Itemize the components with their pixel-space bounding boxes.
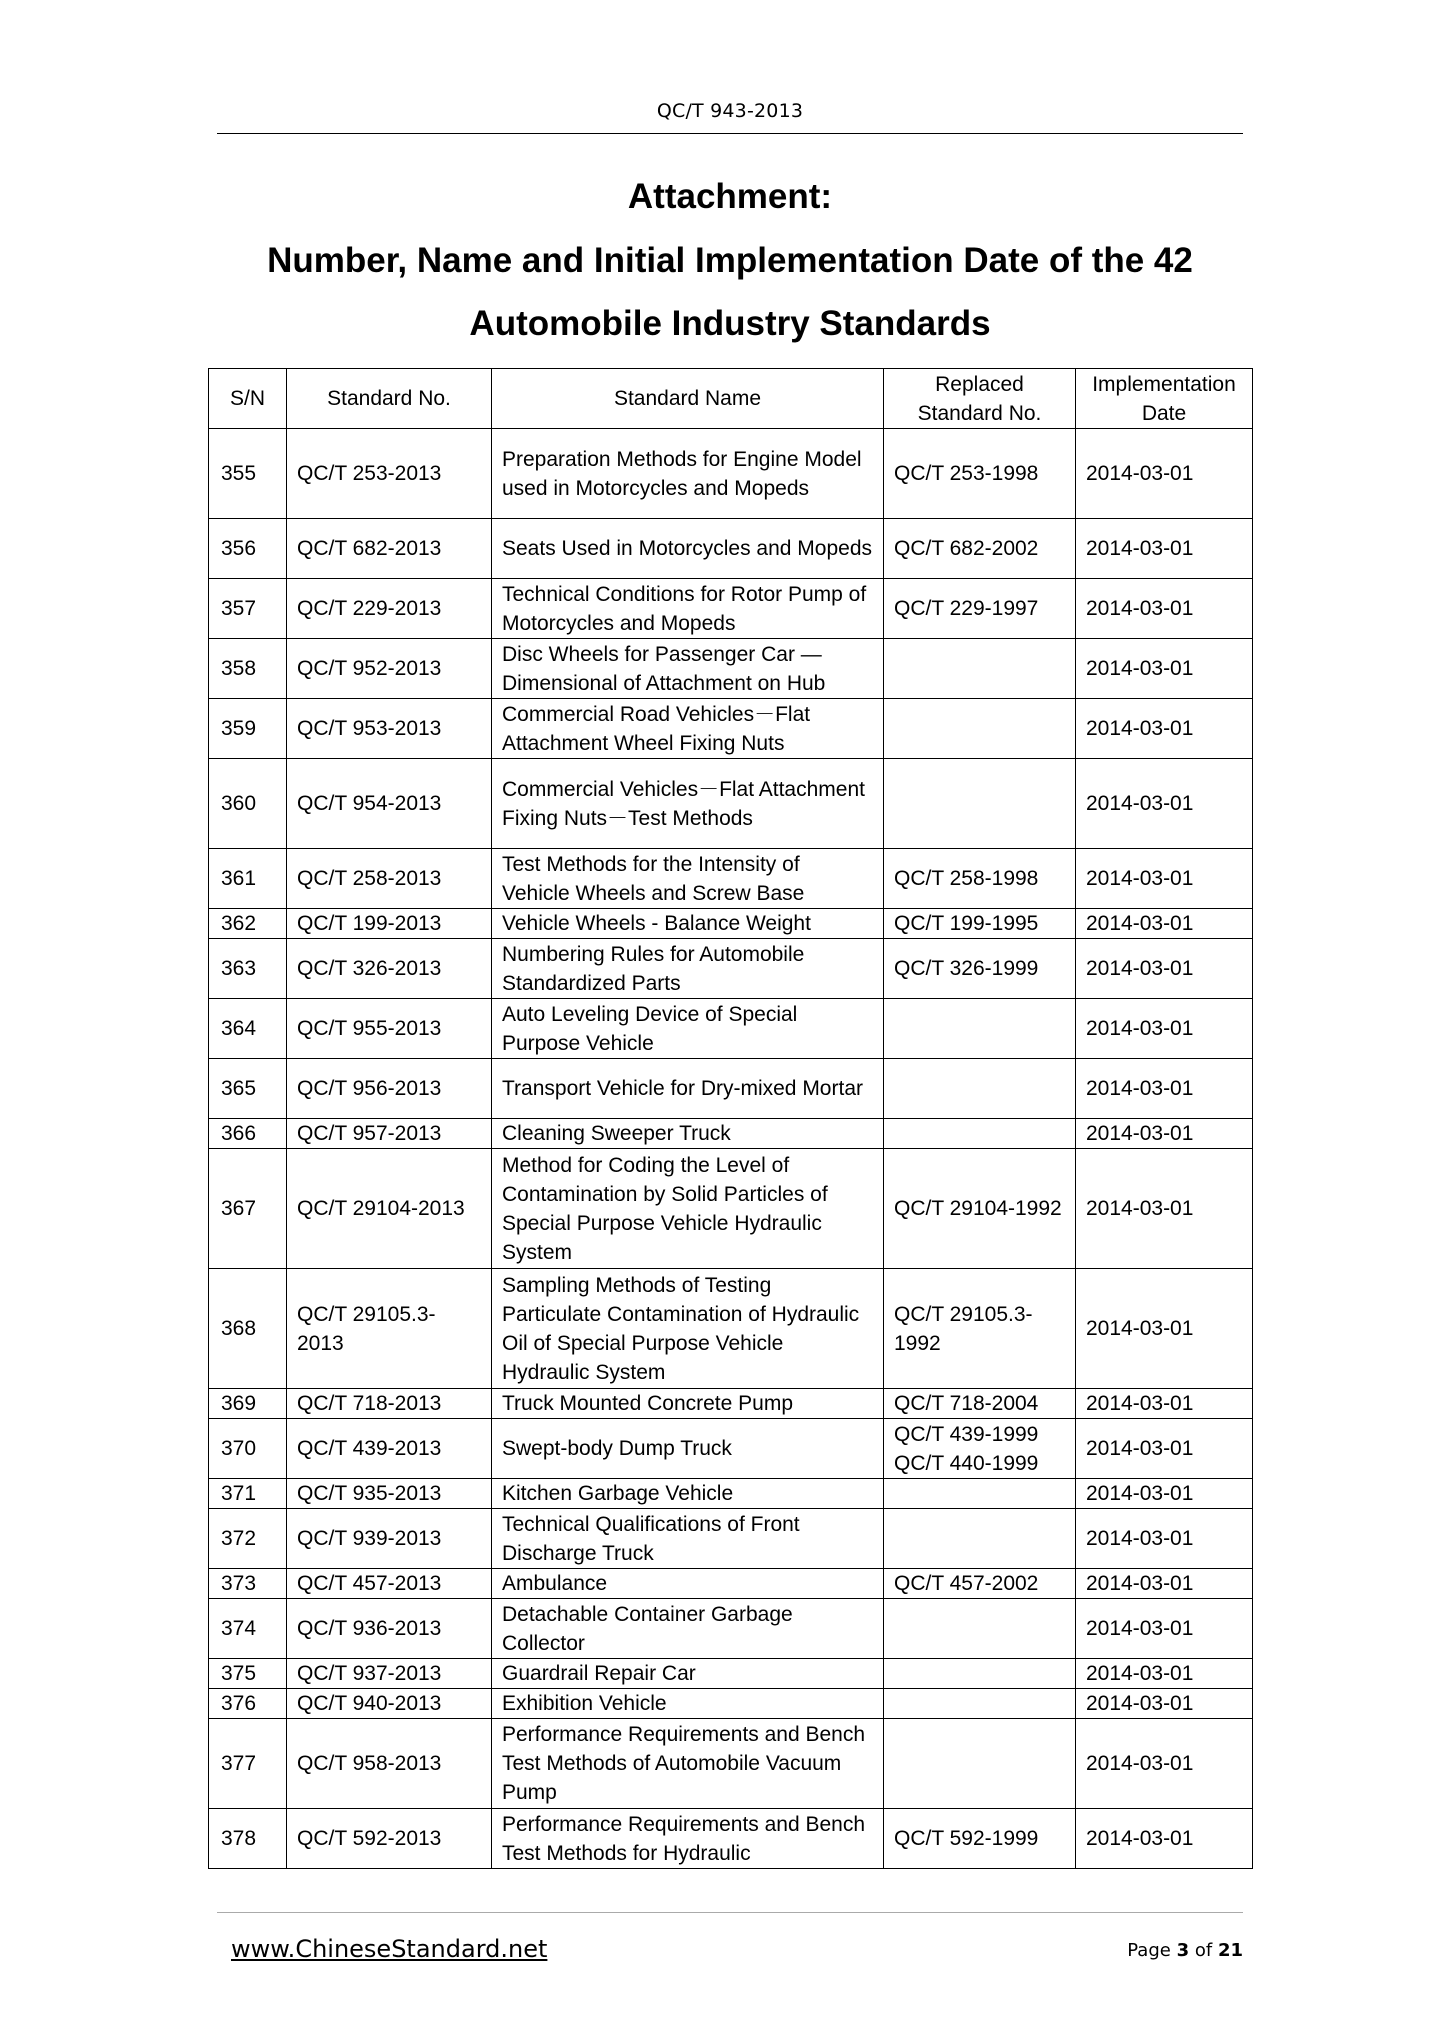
cell-sn: 360 xyxy=(209,759,287,849)
cell-date: 2014-03-01 xyxy=(1076,1119,1253,1149)
cell-replaced: QC/T 258-1998 xyxy=(884,849,1076,909)
cell-standard-name: Swept-body Dump Truck xyxy=(492,1419,884,1479)
cell-standard-name: Detachable Container Garbage Collector xyxy=(492,1599,884,1659)
cell-replaced xyxy=(884,1479,1076,1509)
table-row xyxy=(209,1389,1253,1419)
cell-sn: 374 xyxy=(209,1599,287,1659)
cell-sn: 359 xyxy=(209,699,287,759)
cell-standard-name: Ambulance xyxy=(492,1569,884,1599)
cell-standard-name: Vehicle Wheels - Balance Weight xyxy=(492,909,884,939)
cell-standard-no: QC/T 253-2013 xyxy=(287,429,492,519)
cell-sn: 367 xyxy=(209,1149,287,1269)
cell-date: 2014-03-01 xyxy=(1076,1719,1253,1809)
cell-date: 2014-03-01 xyxy=(1076,1389,1253,1419)
cell-date: 2014-03-01 xyxy=(1076,1809,1253,1869)
column-header-replaced: Replaced Standard No. xyxy=(884,369,1076,429)
cell-sn: 356 xyxy=(209,519,287,579)
cell-standard-name: Technical Conditions for Rotor Pump of Motorcycles and Mopeds xyxy=(492,579,884,639)
cell-standard-name: Commercial Vehicles－Flat Attachment Fixing Nuts－Test Methods xyxy=(492,759,884,849)
cell-date: 2014-03-01 xyxy=(1076,519,1253,579)
cell-standard-name: Kitchen Garbage Vehicle xyxy=(492,1479,884,1509)
table-row xyxy=(209,639,1253,699)
cell-date: 2014-03-01 xyxy=(1076,1269,1253,1389)
cell-standard-name: Transport Vehicle for Dry-mixed Mortar xyxy=(492,1059,884,1119)
column-header-implementation-date: Implementation Date xyxy=(1076,369,1253,429)
cell-standard-no: QC/T 935-2013 xyxy=(287,1479,492,1509)
table-row xyxy=(209,1479,1253,1509)
cell-replaced: QC/T 199-1995 xyxy=(884,909,1076,939)
table-row xyxy=(209,1419,1253,1479)
cell-sn: 361 xyxy=(209,849,287,909)
cell-sn: 371 xyxy=(209,1479,287,1509)
cell-standard-name: Exhibition Vehicle xyxy=(492,1689,884,1719)
title-line-2: Number, Name and Initial Implementation Date of the 42 xyxy=(267,241,1193,280)
cell-standard-no: QC/T 957-2013 xyxy=(287,1119,492,1149)
cell-sn: 358 xyxy=(209,639,287,699)
table-header-row xyxy=(209,369,1253,429)
cell-date: 2014-03-01 xyxy=(1076,849,1253,909)
cell-standard-no: QC/T 29104-2013 xyxy=(287,1149,492,1269)
cell-standard-no: QC/T 956-2013 xyxy=(287,1059,492,1119)
cell-replaced xyxy=(884,639,1076,699)
title-line-1: Attachment: xyxy=(627,177,833,216)
cell-replaced xyxy=(884,1119,1076,1149)
cell-standard-no: QC/T 936-2013 xyxy=(287,1599,492,1659)
cell-date: 2014-03-01 xyxy=(1076,429,1253,519)
cell-standard-name: Technical Qualifications of Front Discharge Truck xyxy=(492,1509,884,1569)
cell-sn: 373 xyxy=(209,1569,287,1599)
table-row xyxy=(209,1689,1253,1719)
cell-sn: 357 xyxy=(209,579,287,639)
cell-standard-no: QC/T 682-2013 xyxy=(287,519,492,579)
standards-table xyxy=(208,368,1253,1869)
cell-replaced: QC/T 439-1999 QC/T 440-1999 xyxy=(884,1419,1076,1479)
table-row xyxy=(209,849,1253,909)
cell-replaced: QC/T 29104-1992 xyxy=(884,1149,1076,1269)
table-row xyxy=(209,1719,1253,1809)
cell-standard-name: Guardrail Repair Car xyxy=(492,1659,884,1689)
table-row xyxy=(209,939,1253,999)
cell-replaced xyxy=(884,1659,1076,1689)
cell-sn: 376 xyxy=(209,1689,287,1719)
column-header-standard-name: Standard Name xyxy=(492,369,884,429)
cell-sn: 366 xyxy=(209,1119,287,1149)
document-code-header: QC/T 943-2013 xyxy=(656,100,804,122)
cell-date: 2014-03-01 xyxy=(1076,939,1253,999)
cell-date: 2014-03-01 xyxy=(1076,1149,1253,1269)
cell-date: 2014-03-01 xyxy=(1076,999,1253,1059)
table-row xyxy=(209,519,1253,579)
cell-date: 2014-03-01 xyxy=(1076,1659,1253,1689)
cell-sn: 363 xyxy=(209,939,287,999)
cell-standard-no: QC/T 937-2013 xyxy=(287,1659,492,1689)
cell-replaced xyxy=(884,999,1076,1059)
table-row xyxy=(209,1599,1253,1659)
cell-standard-name: Auto Leveling Device of Special Purpose Vehicle xyxy=(492,999,884,1059)
table-row xyxy=(209,909,1253,939)
table-row xyxy=(209,1809,1253,1869)
cell-standard-name: Seats Used in Motorcycles and Mopeds xyxy=(492,519,884,579)
website-link[interactable]: www.ChineseStandard.net xyxy=(231,1935,548,1963)
cell-sn: 375 xyxy=(209,1659,287,1689)
cell-replaced xyxy=(884,1689,1076,1719)
cell-standard-no: QC/T 229-2013 xyxy=(287,579,492,639)
cell-sn: 378 xyxy=(209,1809,287,1869)
table-row xyxy=(209,579,1253,639)
table-row xyxy=(209,759,1253,849)
cell-sn: 364 xyxy=(209,999,287,1059)
cell-replaced: QC/T 326-1999 xyxy=(884,939,1076,999)
cell-replaced: QC/T 457-2002 xyxy=(884,1569,1076,1599)
cell-standard-name: Performance Requirements and Bench Test Methods for Hydraulic xyxy=(492,1809,884,1869)
cell-standard-no: QC/T 439-2013 xyxy=(287,1419,492,1479)
table-row xyxy=(209,999,1253,1059)
cell-standard-no: QC/T 457-2013 xyxy=(287,1569,492,1599)
cell-standard-name: Disc Wheels for Passenger Car — Dimensional of Attachment on Hub xyxy=(492,639,884,699)
cell-standard-name: Numbering Rules for Automobile Standardized Parts xyxy=(492,939,884,999)
cell-standard-no: QC/T 718-2013 xyxy=(287,1389,492,1419)
table-row xyxy=(209,1269,1253,1389)
cell-date: 2014-03-01 xyxy=(1076,1569,1253,1599)
cell-standard-name: Test Methods for the Intensity of Vehicle Wheels and Screw Base xyxy=(492,849,884,909)
cell-replaced xyxy=(884,759,1076,849)
page-label: Page xyxy=(1127,1940,1171,1961)
table-row xyxy=(209,429,1253,519)
cell-standard-no: QC/T 29105.3-2013 xyxy=(287,1269,492,1389)
cell-date: 2014-03-01 xyxy=(1076,639,1253,699)
cell-standard-name: Sampling Methods of Testing Particulate Contamination of Hydraulic Oil of Special Purpose Vehicle Hydraulic System xyxy=(492,1269,884,1389)
cell-standard-name: Cleaning Sweeper Truck xyxy=(492,1119,884,1149)
cell-standard-no: QC/T 326-2013 xyxy=(287,939,492,999)
cell-sn: 370 xyxy=(209,1419,287,1479)
cell-date: 2014-03-01 xyxy=(1076,1059,1253,1119)
footer-rule xyxy=(217,1912,1243,1913)
cell-date: 2014-03-01 xyxy=(1076,579,1253,639)
cell-standard-no: QC/T 952-2013 xyxy=(287,639,492,699)
cell-replaced xyxy=(884,1509,1076,1569)
cell-replaced: QC/T 718-2004 xyxy=(884,1389,1076,1419)
cell-replaced xyxy=(884,1059,1076,1119)
cell-replaced: QC/T 592-1999 xyxy=(884,1809,1076,1869)
cell-standard-no: QC/T 940-2013 xyxy=(287,1689,492,1719)
cell-date: 2014-03-01 xyxy=(1076,699,1253,759)
column-header-standard-no: Standard No. xyxy=(287,369,492,429)
cell-standard-no: QC/T 953-2013 xyxy=(287,699,492,759)
cell-standard-name: Performance Requirements and Bench Test Methods of Automobile Vacuum Pump xyxy=(492,1719,884,1809)
cell-replaced xyxy=(884,1719,1076,1809)
cell-replaced: QC/T 229-1997 xyxy=(884,579,1076,639)
cell-standard-name: Truck Mounted Concrete Pump xyxy=(492,1389,884,1419)
cell-standard-name: Commercial Road Vehicles－Flat Attachment Wheel Fixing Nuts xyxy=(492,699,884,759)
cell-replaced xyxy=(884,699,1076,759)
cell-replaced: QC/T 29105.3-1992 xyxy=(884,1269,1076,1389)
table-row xyxy=(209,1569,1253,1599)
cell-sn: 365 xyxy=(209,1059,287,1119)
cell-date: 2014-03-01 xyxy=(1076,759,1253,849)
table-row xyxy=(209,699,1253,759)
cell-standard-no: QC/T 939-2013 xyxy=(287,1509,492,1569)
table-row xyxy=(209,1119,1253,1149)
cell-standard-no: QC/T 955-2013 xyxy=(287,999,492,1059)
title-line-3: Automobile Industry Standards xyxy=(469,304,991,343)
table-row xyxy=(209,1059,1253,1119)
cell-date: 2014-03-01 xyxy=(1076,1689,1253,1719)
table-row xyxy=(209,1659,1253,1689)
cell-date: 2014-03-01 xyxy=(1076,909,1253,939)
cell-standard-name: Preparation Methods for Engine Model used in Motorcycles and Mopeds xyxy=(492,429,884,519)
table-row xyxy=(209,1149,1253,1269)
cell-sn: 369 xyxy=(209,1389,287,1419)
cell-replaced: QC/T 682-2002 xyxy=(884,519,1076,579)
cell-standard-no: QC/T 199-2013 xyxy=(287,909,492,939)
cell-replaced: QC/T 253-1998 xyxy=(884,429,1076,519)
cell-sn: 372 xyxy=(209,1509,287,1569)
header-rule xyxy=(217,133,1243,134)
cell-standard-name: Method for Coding the Level of Contamination by Solid Particles of Special Purpose Vehicle Hydraulic System xyxy=(492,1149,884,1269)
cell-standard-no: QC/T 954-2013 xyxy=(287,759,492,849)
cell-date: 2014-03-01 xyxy=(1076,1419,1253,1479)
cell-replaced xyxy=(884,1599,1076,1659)
page-number xyxy=(1127,1940,1243,1961)
page-total: 21 xyxy=(1217,1940,1243,1961)
cell-sn: 362 xyxy=(209,909,287,939)
cell-date: 2014-03-01 xyxy=(1076,1599,1253,1659)
page-of-label: of xyxy=(1194,1940,1213,1961)
cell-standard-no: QC/T 258-2013 xyxy=(287,849,492,909)
cell-standard-no: QC/T 958-2013 xyxy=(287,1719,492,1809)
cell-sn: 355 xyxy=(209,429,287,519)
cell-date: 2014-03-01 xyxy=(1076,1479,1253,1509)
cell-sn: 368 xyxy=(209,1269,287,1389)
table-row xyxy=(209,1509,1253,1569)
cell-standard-no: QC/T 592-2013 xyxy=(287,1809,492,1869)
cell-sn: 377 xyxy=(209,1719,287,1809)
cell-date: 2014-03-01 xyxy=(1076,1509,1253,1569)
page-current: 3 xyxy=(1176,1940,1190,1961)
column-header-sn: S/N xyxy=(209,369,287,429)
